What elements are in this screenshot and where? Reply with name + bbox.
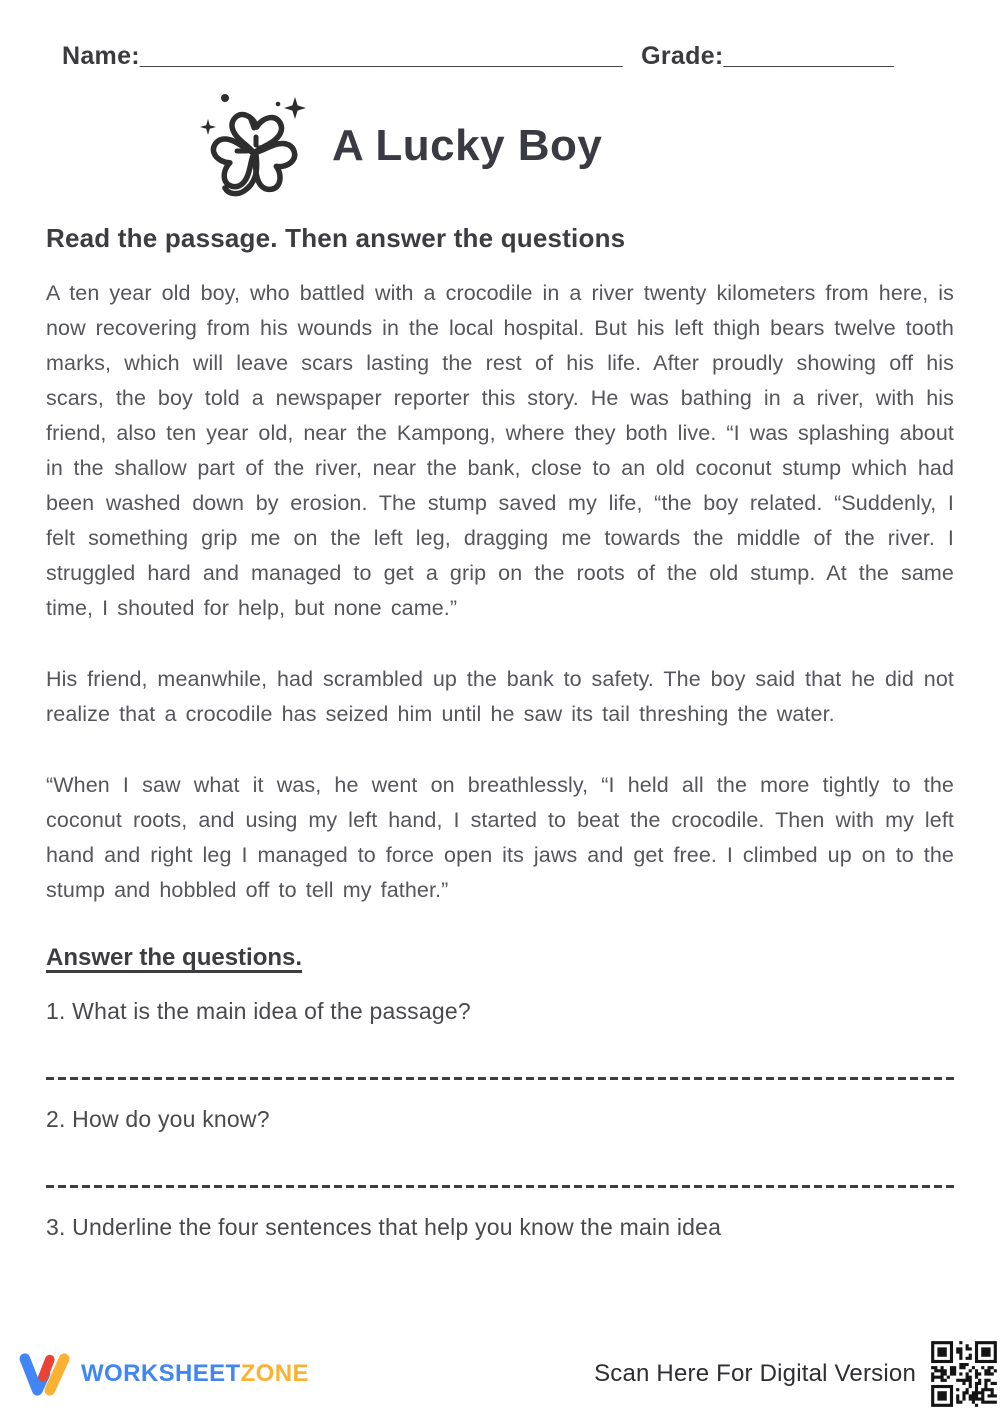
qr-finder-top-left	[931, 1341, 953, 1363]
brand-name	[81, 1360, 309, 1388]
question-2: 2. How do you know?	[46, 1106, 270, 1132]
worksheetzone-brand	[18, 1350, 309, 1398]
answer-line-1	[46, 1077, 954, 1080]
scan-here-text: Scan Here For Digital Version	[594, 1360, 916, 1387]
reading-passage	[46, 276, 954, 908]
qr-finder-bottom-left	[931, 1385, 953, 1407]
worksheetzone-logo-icon	[18, 1350, 72, 1398]
brand-word-worksheet: WORKSHEET	[81, 1360, 241, 1387]
answer-questions-heading: Answer the questions.	[46, 944, 303, 971]
passage-paragraph-1: A ten year old boy, who battled with a crocodile in a river twenty kilometers from here, is now recovering from his wounds in the local hospital. But his left thigh bears twelve tooth marks, which will leave scars lasting the rest of his life. After proudly showing off his scars, the boy told a newspaper reporter this story. He was bathing in a river, with his friend, also ten year old, near the Kampong, where they both live. “I was splashing about in the shallow part of the river, near the bank, close to an old coconut stump which had been washed down by erosion. The stump saved my life, “the boy related. “Suddenly, I felt something grip me on the left leg, dragging me towards the middle of the river. I struggled hard and managed to get a grip on the roots of the old stump. At the same time, I shouted for help, but none came.”	[46, 281, 954, 620]
name-blank-line: __________________________________	[139, 42, 623, 70]
qr-finder-top-right	[975, 1341, 997, 1363]
page-title: A Lucky Boy	[332, 121, 603, 170]
question-1: 1. What is the main idea of the passage?	[46, 998, 471, 1024]
shamrock-icon	[194, 87, 312, 205]
footer	[18, 1338, 1000, 1410]
passage-paragraph-2: His friend, meanwhile, had scrambled up the bank to safety. The boy said that he did not realize that a crocodile has seized him until he saw its tail threshing the water.	[46, 667, 954, 726]
header-row	[62, 42, 940, 71]
passage-paragraph-3: “When I saw what it was, he went on breathlessly, “I held all the more tightly to the coconut roots, and using my left hand, I started to beat the crocodile. Then with my left hand and right leg I managed to force open its jaws and get free. I climbed up on to the stump and hobbled off to tell my father.”	[46, 773, 954, 902]
question-3: 3. Underline the four sentences that help you know the main idea	[46, 1214, 722, 1240]
name-field	[62, 42, 623, 71]
title-row	[194, 85, 954, 207]
grade-label: Grade:	[641, 42, 724, 70]
grade-blank-line: ____________	[723, 42, 894, 70]
qr-code-icon	[928, 1338, 1000, 1410]
brand-word-zone: ZONE	[240, 1360, 309, 1387]
answer-line-2	[46, 1185, 954, 1188]
instructions-heading: Read the passage. Then answer the questions	[46, 223, 626, 253]
name-label: Name:	[62, 42, 140, 70]
grade-field	[641, 42, 894, 71]
